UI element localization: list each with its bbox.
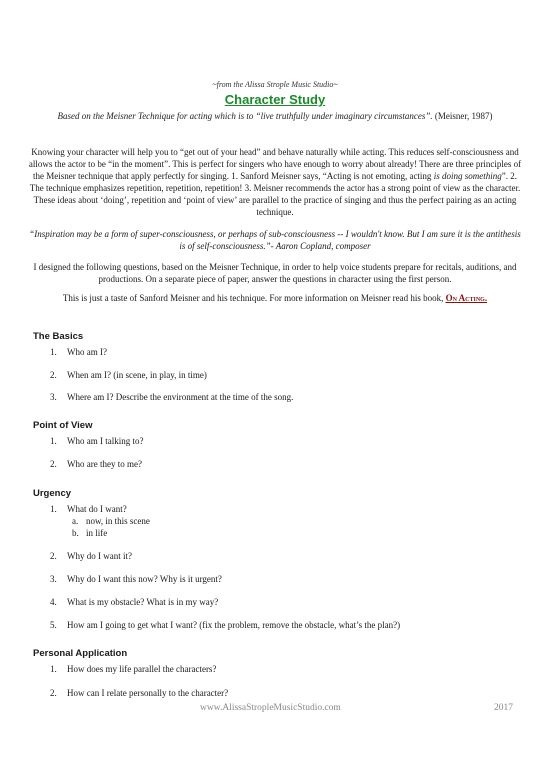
book-title-link: On Acting. [445,293,488,303]
intro-text-end: ”. 2. The technique emphasizes repetition, repetition, repetition! 3. Meisner recommends the actor has a strong point of view as the character. These ideas about ‘doing’, repetition and ‘point of view’ are parallel to the practice of singing and thus the perfect pairing as an acting technique. [29,171,521,217]
footer-year: 2017 [494,703,513,713]
list-item: 2. Who are they to me? [50,459,142,469]
taste-text: This is just a taste of Sanford Meisner and his technique. For more information on Meisner read his book, [62,293,446,303]
list-item: 3. Where am I? Describe the environment at the time of the song. [50,392,294,402]
taste-paragraph [28,292,522,304]
section-title-basics: The Basics [33,331,84,342]
studio-source-line: ~from the Alissa Strople Music Studio~ [212,80,338,89]
subtitle-citation: (Meisner, 1987) [432,111,493,121]
list-item: 2. Why do I want it? [50,551,132,561]
designed-paragraph: I designed the following questions, based on the Meisner Technique, in order to help voice students prepare for recitals, auditions, and productions. On a separate piece of paper, answer the questions in character using the first person. [33,262,517,284]
list-item: 1. Who am I? [50,347,107,357]
section-title-urgency: Urgency [33,488,72,499]
list-item: 1. Who am I talking to? [50,436,144,446]
list-item: 1. What do I want? [50,504,127,514]
list-item: 4. What is my obstacle? What is in my way? [50,597,219,607]
copland-quote: “Inspiration may be a form of super-consciousness, or perhaps of sub-consciousness -- I wouldn't know. But I am sure it is the antithesis is of self-consciousness.”- Aaron Copland, composer [29,229,521,251]
list-item: 5. How am I going to get what I want? (fix the problem, remove the obstacle, what’s the plan?) [50,620,401,630]
sub-list-item: a. now, in this scene [72,516,150,526]
list-item: 3. Why do I want this now? Why is it urgent? [50,574,222,584]
page-title: Character Study [224,92,326,107]
section-title-point-of-view: Point of View [33,420,93,431]
section-title-personal-application: Personal Application [33,648,128,659]
footer-url: www.AlissaStropleMusicStudio.com [200,703,341,713]
subtitle [30,110,520,123]
intro-italic: is doing something [433,171,502,181]
sub-list-item: b. in life [72,528,108,538]
subtitle-italic: Based on the Meisner Technique for acting which is to “live truthfully under imaginary circumstances”. [57,111,433,121]
list-item: 2. How can I relate personally to the character? [50,688,229,698]
list-item: 1. How does my life parallel the characters? [50,664,217,674]
list-item: 2. When am I? (in scene, in play, in time) [50,370,207,380]
intro-text: Knowing your character will help you to “get out of your head” and behave naturally while acting. This reduces self-consciousness and allows the actor to be “in the moment”. This is perfect for singers who have enough to worry about already! There are three principles of the Meisner technique that apply perfectly for singing. 1. Sanford Meisner says, “Acting is not emoting, acting [28,147,522,181]
intro-paragraph [28,146,522,218]
